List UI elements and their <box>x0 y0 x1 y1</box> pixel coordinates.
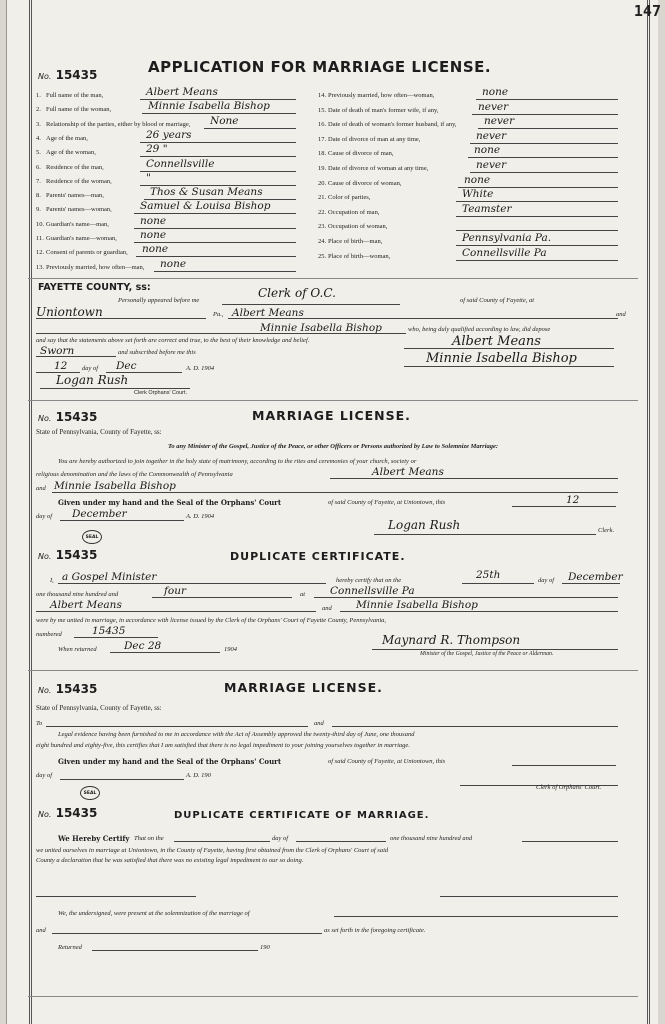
field-label: Residence of the woman, <box>46 177 112 185</box>
license1-man-name: Albert Means <box>372 466 444 478</box>
field-label: Previously married, how often—woman, <box>328 92 435 99</box>
field-number: 3. <box>36 120 41 128</box>
affidavit-and: and <box>616 311 626 318</box>
duplicate2-as-set: as set forth in the foregoing certificate. <box>324 927 426 934</box>
field-number: 6. <box>36 163 41 171</box>
field-label: Full name of the woman, <box>46 106 112 114</box>
affidavit-month: Dec <box>116 360 137 372</box>
license2-state: State of Pennsylvania, County of Fayette, ss: <box>36 704 162 712</box>
field-label: Color of parties, <box>328 194 371 202</box>
affidavit-pa: Pa., <box>213 311 224 318</box>
duplicate2-returned-year: 190 <box>260 944 270 951</box>
field-number: 4. <box>36 134 41 142</box>
field-label: Place of birth—woman, <box>328 252 391 260</box>
field-number: 12. <box>36 249 45 257</box>
field-number: 11. <box>36 235 44 242</box>
field-number: 8. <box>36 192 41 200</box>
field-number: 2. <box>36 106 41 114</box>
license1-state: State of Pennsylvania, County of Fayette, ss: <box>36 428 162 436</box>
license2-ad: A. D. 190 <box>186 772 211 779</box>
affidavit-day-num: 12 <box>54 360 68 372</box>
field-number: 14. <box>318 92 327 99</box>
field-value: never <box>476 129 507 142</box>
field-label: Date of death of woman's former husband, if any, <box>328 121 457 129</box>
duplicate1-year: four <box>164 585 186 597</box>
license2-title: MARRIAGE LICENSE. <box>224 680 383 695</box>
license2-number: No. 15435 <box>38 682 98 696</box>
duplicate2-body-2: County a declaration that he was satisfied that there was no existing legal impediment to our so doing. <box>36 857 304 864</box>
license1-given: Given under my hand and the Seal of the Orphans' Court <box>58 498 282 507</box>
duplicate2-body-1: we united ourselves in marriage at Uniontown, in the County of Fayette, having first obtained from the Clerk of Orphans' Court of said <box>36 847 389 854</box>
license1-day-of: day of <box>36 513 53 520</box>
license1-title: MARRIAGE LICENSE. <box>252 408 411 423</box>
duplicate1-month: December <box>568 571 623 583</box>
field-number: 22. <box>318 208 327 216</box>
signature-woman: Minnie Isabella Bishop <box>426 351 577 366</box>
application-number: No. 15435 <box>38 68 98 82</box>
field-value: 26 years <box>146 128 192 141</box>
field-value: none <box>140 214 167 227</box>
duplicate1-numbered: numbered <box>36 631 62 638</box>
affidavit-ad: A. D. 1904 <box>186 365 215 372</box>
field-value: Connellsville <box>146 157 215 170</box>
duplicate1-title: DUPLICATE CERTIFICATE. <box>230 550 406 563</box>
license1-month: December <box>72 508 127 520</box>
field-value: White <box>462 188 494 201</box>
field-value: none <box>142 243 169 256</box>
affidavit-appeared: Personally appeared before me <box>118 297 200 304</box>
duplicate1-day-of: day of <box>538 577 555 584</box>
field-label: Guardian's name—man, <box>46 220 109 228</box>
duplicate2-and: and <box>36 927 46 934</box>
field-value: none <box>482 86 509 98</box>
license2-of-said: of said County of Fayette, at Uniontown, this <box>328 758 446 765</box>
field-number: 16. <box>318 121 327 129</box>
duplicate1-year-pre: one thousand nine hundred and <box>36 591 119 598</box>
field-number: 18. <box>318 150 327 158</box>
field-label: Age of the man, <box>46 134 88 142</box>
duplicate2-day-of: day of <box>272 835 289 842</box>
field-label: Guardian's name—woman, <box>46 235 117 242</box>
field-number: 19. <box>318 165 327 172</box>
field-label: Parents' names—woman, <box>46 206 112 214</box>
signature-man: Albert Means <box>452 334 541 349</box>
field-value: None <box>210 114 239 127</box>
page-number: 147 <box>633 2 661 20</box>
license1-authorized-1: You are hereby authorized to join together in the holy state of matrimony, according to the rites and ceremonies of your church, society or <box>58 458 417 465</box>
duplicate1-number: No. 15435 <box>38 548 98 562</box>
duplicate1-and: and <box>322 605 332 612</box>
license1-seal: SEAL <box>82 530 102 544</box>
field-number: 17. <box>318 135 327 143</box>
duplicate1-officiant: a Gospel Minister <box>62 571 157 583</box>
duplicate2-title: DUPLICATE CERTIFICATE OF MARRIAGE. <box>174 810 430 821</box>
duplicate1-day-num: 25th <box>476 569 501 581</box>
field-label: Previously married, how often—man, <box>46 263 145 271</box>
field-value: never <box>478 100 509 113</box>
license1-and: and <box>36 485 46 492</box>
affidavit-clerk-title: Clerk Orphans' Court. <box>134 390 188 396</box>
license2-day-of: day of <box>36 772 53 779</box>
duplicate2-thousand: one thousand nine hundred and <box>390 835 473 842</box>
duplicate1-returned-year: 1904 <box>224 646 237 653</box>
duplicate1-i: I, <box>50 577 54 584</box>
field-number: 21. <box>318 194 327 202</box>
field-label: Residence of the man, <box>46 163 104 171</box>
duplicate1-place: Connellsville Pa <box>330 585 415 597</box>
license2-to: To <box>36 720 43 727</box>
field-value: never <box>476 159 507 171</box>
duplicate2-certify: We Hereby Certify <box>58 834 130 843</box>
field-number: 25. <box>318 252 327 260</box>
field-label: Relationship of the parties, either by blood or marriage, <box>46 120 191 128</box>
license2-seal: SEAL <box>80 786 100 800</box>
field-value: Pennsylvania Pa. <box>462 232 552 244</box>
duplicate1-man-name: Albert Means <box>50 599 122 611</box>
field-value: none <box>160 257 187 270</box>
field-label: Cause of divorce of man, <box>328 150 394 158</box>
field-value: Thos & Susan Means <box>150 186 263 199</box>
field-label: Place of birth—man, <box>328 238 383 245</box>
field-label: Parents' names—man, <box>46 192 104 200</box>
field-label: Date of death of man's former wife, if any, <box>328 106 439 114</box>
field-value: never <box>484 115 515 128</box>
duplicate2-that-on: That on the <box>134 835 164 842</box>
affidavit-who-being: who, being duly qualified according to law, did depose <box>408 326 551 333</box>
license1-clerk: Clerk. <box>598 527 615 534</box>
license1-day-num: 12 <box>566 494 580 506</box>
field-value: Teamster <box>462 202 512 215</box>
license1-ad: A. D. 1904 <box>186 513 215 520</box>
right-margin-rule <box>647 0 650 1024</box>
field-label: Occupation of woman, <box>328 223 388 231</box>
affidavit-statement: and say that the statements above set forth are correct and true, to the best of their knowledge and belief. <box>36 337 310 344</box>
duplicate1-united: were by me united in marriage, in accordance with license issued by the Clerk of the Orphans' Court of Fayette County, Pennsylvania, <box>36 617 387 624</box>
license1-to-any: To any Minister of the Gospel, Justice of the Peace, or other Officers or Persons authorized by Law to Solemnize Marriage: <box>168 443 499 450</box>
left-margin-rule <box>29 0 32 1024</box>
field-number: 5. <box>36 149 41 157</box>
duplicate1-hereby: hereby certify that on the <box>336 577 402 584</box>
license1-number: No. 15435 <box>38 410 98 424</box>
license1-woman-name: Minnie Isabella Bishop <box>54 480 176 492</box>
license2-clerk: Clerk of Orphans' Court. <box>536 784 602 791</box>
field-number: 13. <box>36 263 45 271</box>
affidavit-woman-name: Minnie Isabella Bishop <box>260 322 382 334</box>
field-value: Samuel & Louisa Bishop <box>140 200 271 213</box>
affidavit-sworn: Sworn <box>40 345 75 357</box>
affidavit-place: Uniontown <box>36 305 103 319</box>
affidavit-subscribed: and subscribed before me this <box>118 349 196 356</box>
affidavit-officer: Clerk of O.C. <box>258 286 336 300</box>
field-number: 9. <box>36 206 41 214</box>
field-value: " <box>146 171 151 184</box>
license2-and: and <box>314 720 324 727</box>
license1-of-said: of said County of Fayette, at Uniontown, this <box>328 499 446 506</box>
field-number: 10. <box>36 220 45 228</box>
license1-clerk-signature: Logan Rush <box>388 518 461 532</box>
license2-legal-1: Legal evidence having been furnished to me in accordance with the Act of Assembly approved the twenty-third day of June, one thousand <box>58 731 415 738</box>
field-value: none <box>474 144 501 157</box>
duplicate2-number: No. 15435 <box>38 806 98 820</box>
affidavit-clerk-signature: Logan Rush <box>56 373 129 387</box>
field-label: Date of divorce of woman at any time, <box>328 165 429 172</box>
field-value: Minnie Isabella Bishop <box>148 100 270 113</box>
field-value: none <box>140 229 167 241</box>
duplicate1-returned-date: Dec 28 <box>124 640 162 652</box>
field-number: 15. <box>318 106 327 114</box>
field-number: 20. <box>318 179 327 187</box>
duplicate1-when-returned: When returned <box>58 646 97 653</box>
affidavit-of-county: of said County of Fayette, at <box>460 297 535 304</box>
field-number: 24. <box>318 238 327 245</box>
affidavit-day-of: day of <box>82 365 99 372</box>
duplicate1-minister-title: Minister of the Gospel, Justice of the Peace or Alderman. <box>420 651 554 657</box>
field-value: none <box>464 173 491 186</box>
field-number: 1. <box>36 92 41 99</box>
affidavit-county: FAYETTE COUNTY, ss: <box>38 282 151 293</box>
duplicate1-at: at <box>300 591 306 598</box>
affidavit-man-name: Albert Means <box>232 307 304 319</box>
duplicate1-woman-name: Minnie Isabella Bishop <box>356 599 478 611</box>
duplicate1-license-no: 15435 <box>92 625 126 637</box>
field-label: Date of divorce of man at any time, <box>328 135 421 143</box>
application-title: APPLICATION FOR MARRIAGE LICENSE. <box>148 58 492 76</box>
license2-given: Given under my hand and the Seal of the Orphans' Court <box>58 757 282 766</box>
license1-authorized-2: religious denomination and the laws of the Commonwealth of Pennsylvania <box>36 471 233 478</box>
field-value: Albert Means <box>146 86 218 98</box>
field-label: Consent of parents or guardian, <box>46 249 128 257</box>
field-label: Age of the woman, <box>46 149 96 157</box>
field-number: 7. <box>36 177 41 185</box>
field-number: 23. <box>318 223 327 231</box>
license2-legal-2: eight hundred and eighty-five, this certifies that I am satisfied that there is no legal impediment to your joining yourselves together in marriage. <box>36 742 410 749</box>
field-label: Full name of the man, <box>46 92 104 99</box>
field-value: Connellsville Pa <box>462 246 547 259</box>
duplicate2-returned: Returned <box>58 944 82 951</box>
field-label: Occupation of man, <box>328 208 380 216</box>
duplicate2-undersigned: We, the undersigned, were present at the solemnization of the marriage of <box>58 910 250 917</box>
field-label: Cause of divorce of woman, <box>328 179 402 187</box>
duplicate1-minister-signature: Maynard R. Thompson <box>382 633 521 647</box>
field-value: 29 " <box>146 143 168 156</box>
